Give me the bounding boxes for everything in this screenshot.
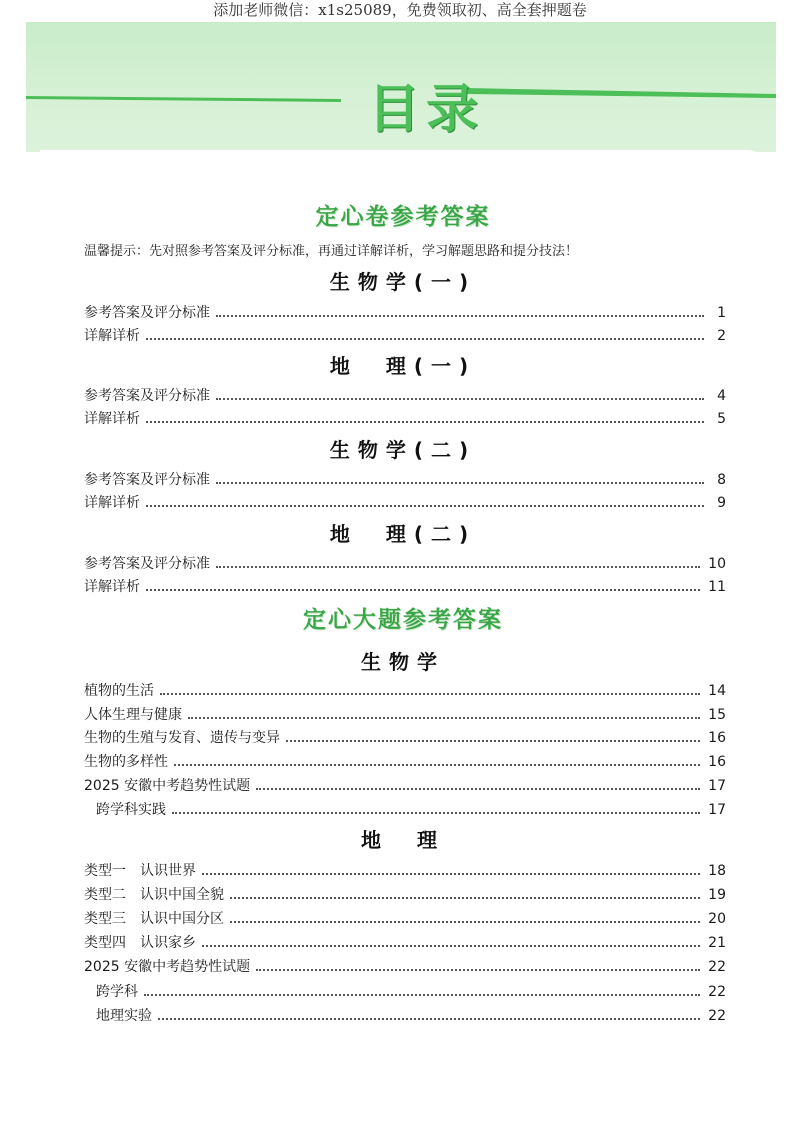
page-number: 10 [708, 556, 726, 572]
toc-label: 详解详析 [84, 579, 140, 595]
left-swoosh-decoration [26, 94, 341, 102]
dot-leader [216, 482, 704, 484]
dot-leader [146, 589, 700, 591]
toc-label: 参考答案及评分标准 [84, 472, 210, 488]
toc-label: 类型三 认识中国分区 [84, 911, 224, 927]
page-number: 20 [708, 911, 726, 927]
toc-label: 详解详析 [84, 411, 140, 427]
toc-label: 2025 安徽中考趋势性试题 [84, 959, 251, 975]
toc-row[interactable] [84, 908, 726, 930]
dot-leader [202, 945, 700, 947]
toc-row[interactable] [84, 727, 726, 749]
page-number: 16 [708, 754, 726, 770]
toc-row[interactable] [84, 302, 726, 324]
toc-row[interactable] [84, 469, 726, 491]
toc-row[interactable] [84, 325, 726, 347]
page-number: 15 [708, 707, 726, 723]
toc-row[interactable] [96, 981, 726, 1003]
toc-row[interactable] [84, 680, 726, 702]
page-number: 4 [717, 388, 726, 404]
header-band [26, 22, 776, 152]
page-number: 22 [708, 1008, 726, 1024]
toc-label: 类型一 认识世界 [84, 863, 196, 879]
toc-label: 人体生理与健康 [84, 707, 182, 723]
toc-row[interactable] [84, 408, 726, 430]
toc-label: 2025 安徽中考趋势性试题 [84, 778, 251, 794]
dot-leader [188, 717, 700, 719]
page-number: 1 [717, 305, 726, 321]
toc-label: 类型四 认识家乡 [84, 935, 196, 951]
dot-leader [146, 338, 704, 340]
subject-heading: 生物学(一) [329, 270, 477, 294]
page-number: 19 [708, 887, 726, 903]
subject-heading: 生物学(二) [329, 438, 477, 462]
subject-heading: 地 理(一) [329, 354, 477, 378]
toc-row[interactable] [84, 385, 726, 407]
page-number: 17 [708, 802, 726, 818]
dot-leader [146, 505, 704, 507]
subject-heading: 地 理(二) [329, 522, 477, 546]
page-number: 22 [708, 959, 726, 975]
toc-label: 植物的生活 [84, 683, 154, 699]
dot-leader [160, 693, 700, 695]
dot-leader [202, 873, 700, 875]
toc-label: 生物的生殖与发育、遗传与变异 [84, 730, 280, 746]
dot-leader [172, 812, 700, 814]
subject-heading: 地 理 [361, 828, 445, 852]
dot-leader [216, 566, 700, 568]
toc-label: 详解详析 [84, 495, 140, 511]
page-number: 5 [717, 411, 726, 427]
toc-row[interactable] [84, 553, 726, 575]
page-number: 17 [708, 778, 726, 794]
toc-row[interactable] [84, 576, 726, 598]
page-number: 21 [708, 935, 726, 951]
dot-leader [158, 1018, 700, 1020]
dot-leader [174, 764, 700, 766]
toc-row[interactable] [84, 775, 726, 797]
toc-row[interactable] [84, 704, 726, 726]
toc-row[interactable] [84, 884, 726, 906]
toc-row[interactable] [96, 799, 726, 821]
dot-leader [230, 897, 700, 899]
dot-leader [216, 315, 704, 317]
toc-row[interactable] [84, 932, 726, 954]
toc-label: 参考答案及评分标准 [84, 556, 210, 572]
toc-row[interactable] [84, 956, 726, 978]
tip-text: 温馨提示：先对照参考答案及评分标准，再通过详解详析，学习解题思路和提分技法！ [84, 244, 579, 259]
section-title-dingxindati: 定心大题参考答案 [303, 607, 503, 633]
page-number: 8 [717, 472, 726, 488]
page-number: 18 [708, 863, 726, 879]
toc-label: 详解详析 [84, 328, 140, 344]
page-number: 16 [708, 730, 726, 746]
toc-label: 地理实验 [96, 1008, 152, 1024]
toc-label: 跨学科实践 [96, 802, 166, 818]
toc-row[interactable] [84, 751, 726, 773]
page-number: 2 [717, 328, 726, 344]
toc-label: 类型二 认识中国全貌 [84, 887, 224, 903]
subject-heading: 生物学 [361, 650, 445, 674]
page-number: 9 [717, 495, 726, 511]
page-number: 11 [708, 579, 726, 595]
dot-leader [256, 969, 700, 971]
toc-label: 跨学科 [96, 984, 138, 1000]
page-number: 22 [708, 984, 726, 1000]
dot-leader [286, 740, 700, 742]
toc-label: 生物的多样性 [84, 754, 168, 770]
toc-row[interactable] [84, 860, 726, 882]
section-title-dingxinjuan: 定心卷参考答案 [315, 204, 491, 230]
dot-leader [216, 398, 704, 400]
right-swoosh-decoration [466, 88, 776, 98]
page-title: 目录 [367, 80, 484, 140]
dot-leader [230, 921, 700, 923]
dot-leader [146, 421, 704, 423]
top-note: 添加老师微信：x1s25089，免费领取初、高全套押题卷 [213, 1, 587, 19]
dot-leader [144, 994, 700, 996]
toc-label: 参考答案及评分标准 [84, 305, 210, 321]
dot-leader [256, 788, 700, 790]
toc-row[interactable] [84, 492, 726, 514]
toc-row[interactable] [96, 1005, 726, 1027]
page-number: 14 [708, 683, 726, 699]
toc-label: 参考答案及评分标准 [84, 388, 210, 404]
